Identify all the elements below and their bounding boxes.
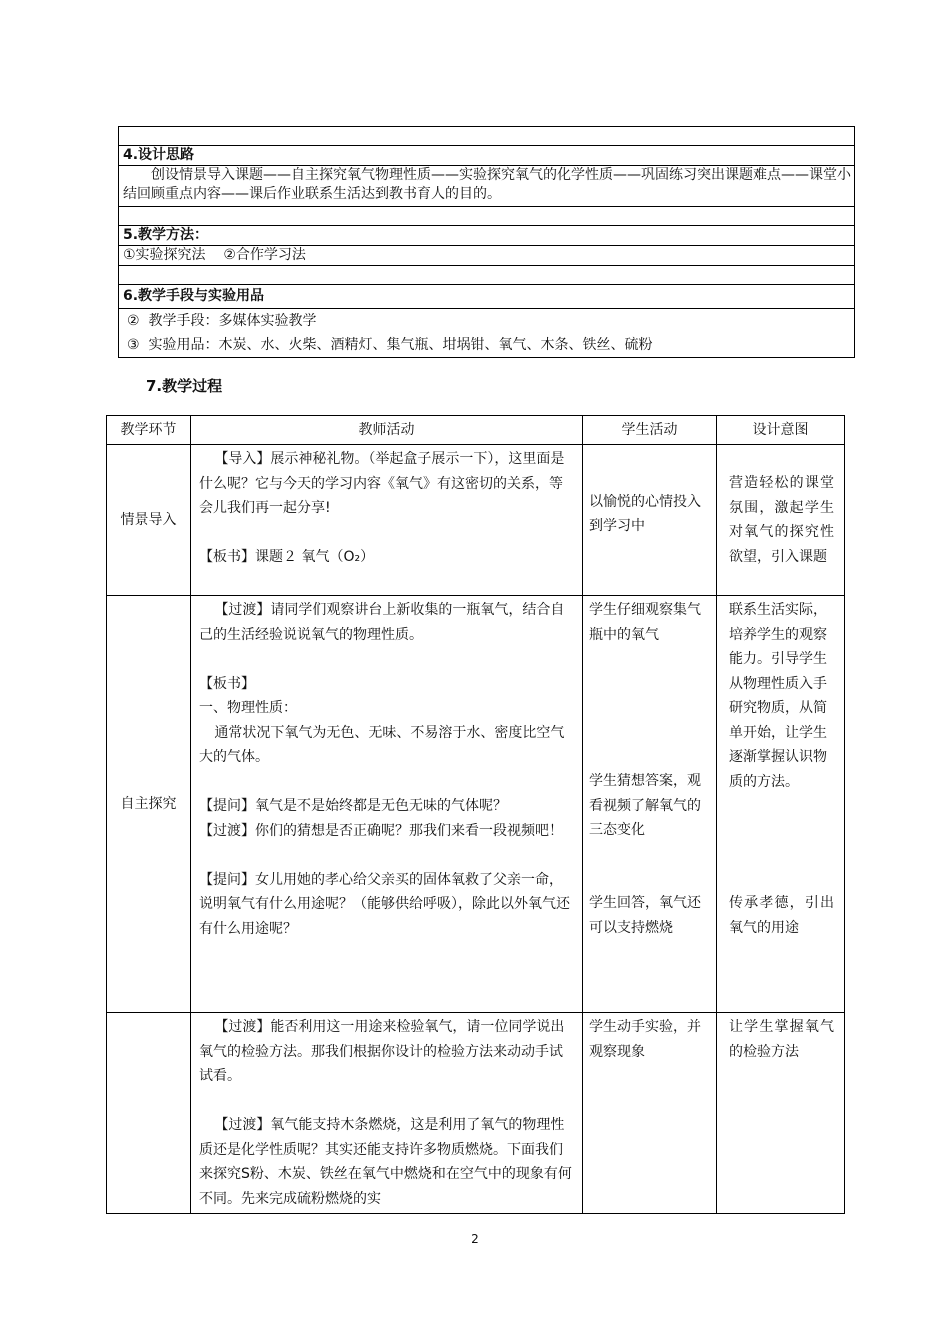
header-student: 学生活动 [583, 416, 717, 445]
student-block: 学生回答，氧气还可以支持燃烧 [589, 895, 701, 936]
table-row [107, 445, 845, 596]
header-teacher: 教师活动 [191, 416, 583, 445]
intent-block: 联系生活实际，培养学生的观察能力。引导学生从物理性质入手研究物质，从简单开始，让学生逐渐掌握认识物质的方法。 [729, 602, 827, 790]
design-intent-cell: 让学生掌握氧气的检验方法 [717, 1013, 845, 1214]
student-activity-cell: 以愉悦的心情投入到学习中 [583, 445, 717, 596]
methods-text: ①实验探究法 ②合作学习法 [119, 246, 855, 266]
design-heading: 4.设计思路 [119, 146, 855, 166]
design-intent-cell [717, 596, 845, 1013]
design-text: 创设情景导入课题——自主探究氧气物理性质——实验探究氧气的化学性质——巩固练习突出课题难点——课堂小结回顾重点内容——课后作业联系生活达到教书育人的目的。 [119, 166, 855, 207]
table-row [107, 596, 845, 1013]
tools-line-1: ② 教学手段：多媒体实验教学 [127, 313, 317, 329]
teacher-para: 【提问】氧气是不是始终都是无色无味的气体呢？ [199, 798, 507, 814]
methods-heading: 5.教学方法： [119, 226, 855, 246]
blank-row [119, 266, 855, 285]
teacher-para: 【板书】课题２ 氧气（O₂） [199, 549, 375, 565]
student-activity-cell [583, 596, 717, 1013]
plan-sections-table [118, 126, 855, 358]
page-number: 2 [471, 1232, 479, 1246]
student-block: 学生猜想答案，观看视频了解氧气的三态变化 [589, 773, 701, 838]
teacher-para: 【过渡】你们的猜想是否正确呢？那我们来看一段视频吧！ [199, 822, 563, 839]
design-intent-cell: 营造轻松的课堂氛围，激起学生对氧气的探究性欲望，引入课题 [717, 445, 845, 596]
student-block: 学生仔细观察集气瓶中的氧气 [589, 602, 701, 643]
table-row [107, 1013, 845, 1214]
blank-row [119, 127, 855, 146]
blank-row [119, 207, 855, 226]
teacher-para: 【板书】 [199, 675, 255, 692]
teacher-para: 一、物理性质： [199, 700, 297, 716]
teacher-para: 通常状况下氧气为无色、无味、不易溶于水、密度比空气大的气体。 [199, 724, 565, 765]
stage-cell: 自主探究 [107, 596, 191, 1013]
stage-cell [107, 1013, 191, 1214]
teacher-para: 【过渡】氧气能支持木条燃烧，这是利用了氧气的物理性质还是化学性质呢？其实还能支持许多物质燃烧。下面我们来探究S粉、木炭、铁丝在氧气中燃烧和在空气中的现象有何不同。先来完成硫粉燃烧的实 [199, 1117, 572, 1207]
intent-block: 传承孝德，引出氧气的用途 [729, 895, 834, 936]
tools-line-2: ③ 实验用品：木炭、水、火柴、酒精灯、集气瓶、坩埚钳、氧气、木条、铁丝、硫粉 [127, 337, 653, 353]
student-activity-cell: 学生动手实验，并观察现象 [583, 1013, 717, 1214]
teacher-activity-cell [191, 596, 583, 1013]
teacher-activity-cell [191, 445, 583, 596]
teaching-process-table [106, 415, 845, 1214]
header-intent: 设计意图 [717, 416, 845, 445]
header-stage: 教学环节 [107, 416, 191, 445]
teacher-para: 【提问】女儿用她的孝心给父亲买的固体氧救了父亲一命，说明氧气有什么用途呢？（能够供给呼吸），除此以外氧气还有什么用途呢？ [199, 871, 570, 937]
teacher-para: 【过渡】能否利用这一用途来检验氧气，请一位同学说出氧气的检验方法。那我们根据你设计的检验方法来动动手试试看。 [199, 1019, 565, 1084]
tools-heading: 6.教学手段与实验用品 [119, 285, 855, 309]
tools-text [119, 309, 855, 358]
table-header-row [107, 416, 845, 445]
process-title: 7.教学过程 [146, 377, 223, 395]
teacher-para: 【过渡】请同学们观察讲台上新收集的一瓶氧气，结合自己的生活经验说说氧气的物理性质。 [199, 602, 565, 643]
stage-cell: 情景导入 [107, 445, 191, 596]
teacher-activity-cell [191, 1013, 583, 1214]
teacher-para: 【导入】展示神秘礼物。（举起盒子展示一下），这里面是什么呢？它与今天的学习内容《氧气》有这密切的关系，等会儿我们再一起分享! [199, 451, 565, 516]
